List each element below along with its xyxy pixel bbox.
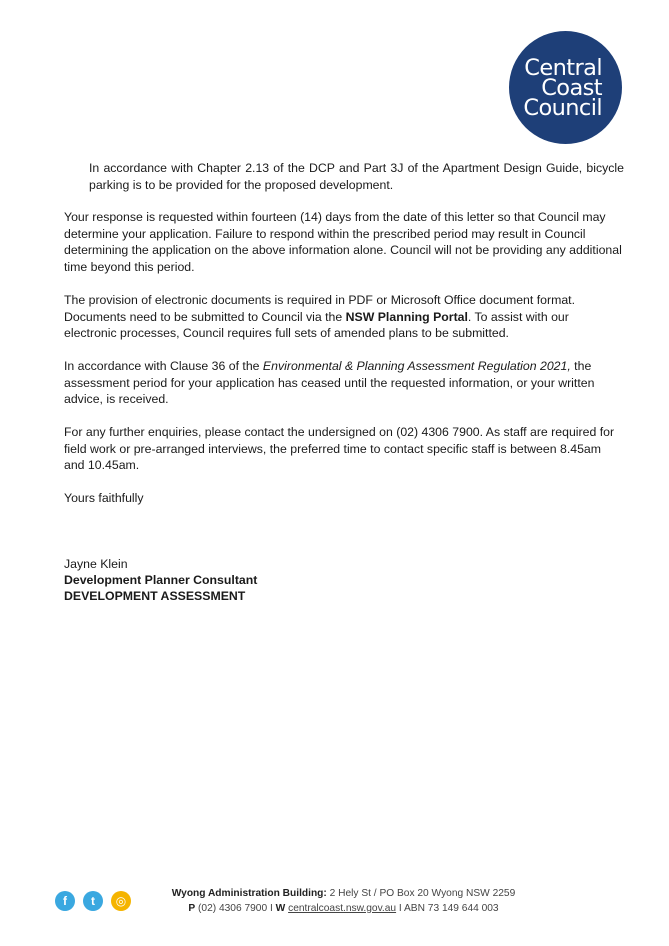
signatory-department: DEVELOPMENT ASSESSMENT	[64, 589, 246, 603]
signatory-title: Development Planner Consultant	[64, 573, 258, 587]
building-label: Wyong Administration Building:	[171, 888, 327, 899]
facebook-icon[interactable]: f	[55, 891, 75, 911]
phone-label: P	[188, 902, 196, 914]
building-address: 2 Hely St / PO Box 20 Wyong NSW 2259	[326, 888, 516, 899]
signatory-name: Jayne Klein	[64, 557, 128, 571]
enquiries-paragraph: For any further enquiries, please contact the undersigned on (02) 4306 7900. As staff are required for field work or pre-arranged interviews, the preferred time to contact specific staff is between 8.45am and 10.45am.	[64, 425, 615, 472]
web-label: W	[275, 902, 286, 914]
bicycle-parking-paragraph: In accordance with Chapter 2.13 of the DCP and Part 3J of the Apartment Design Guide, bicycle parking is to be provided for the proposed development.	[89, 161, 624, 192]
assessment-text-a: In accordance with Clause 36 of the	[64, 359, 263, 373]
logo-line-2: Coast	[541, 75, 602, 101]
closing-line: Yours faithfully	[64, 491, 144, 505]
footer-line-2	[120, 902, 567, 917]
logo-line-1: Central	[524, 55, 602, 81]
electronic-documents-text-a: The provision of electronic documents is required in PDF or Microsoft Office document format. Documents need to be submitted to Council via the	[64, 293, 575, 324]
planning-portal-link[interactable]: NSW Planning Portal	[345, 309, 468, 324]
electronic-documents-text-b: . To assist with our electronic processes, Council requires full sets of amended plans to be submitted.	[64, 309, 569, 340]
website-link[interactable]: centralcoast.nsw.gov.au	[288, 902, 397, 914]
twitter-icon[interactable]: t	[83, 891, 103, 911]
footer-line-1	[120, 887, 567, 902]
electronic-documents-paragraph	[64, 292, 624, 342]
regulation-title: Environmental & Planning Assessment Regulation 2021,	[262, 359, 571, 373]
council-logo	[509, 31, 622, 144]
assessment-period-paragraph	[64, 358, 624, 408]
response-deadline-paragraph: Your response is requested within fourteen (14) days from the date of this letter so that Council may determine your application. Failure to respond within the prescribed period may result in Council determining the application on the above information alone. Council will not be providing any additional time beyond this period.	[64, 210, 622, 274]
abn: I ABN 73 149 644 003	[396, 902, 499, 914]
assessment-text-b: the assessment period for your application has ceased until the requested information, or your written advice, is received.	[64, 359, 595, 406]
phone-number: (02) 4306 7900 I	[195, 902, 276, 914]
footer-contact	[120, 887, 567, 916]
logo-line-3: Council	[523, 95, 602, 121]
instagram-icon[interactable]: ◎	[111, 891, 131, 911]
